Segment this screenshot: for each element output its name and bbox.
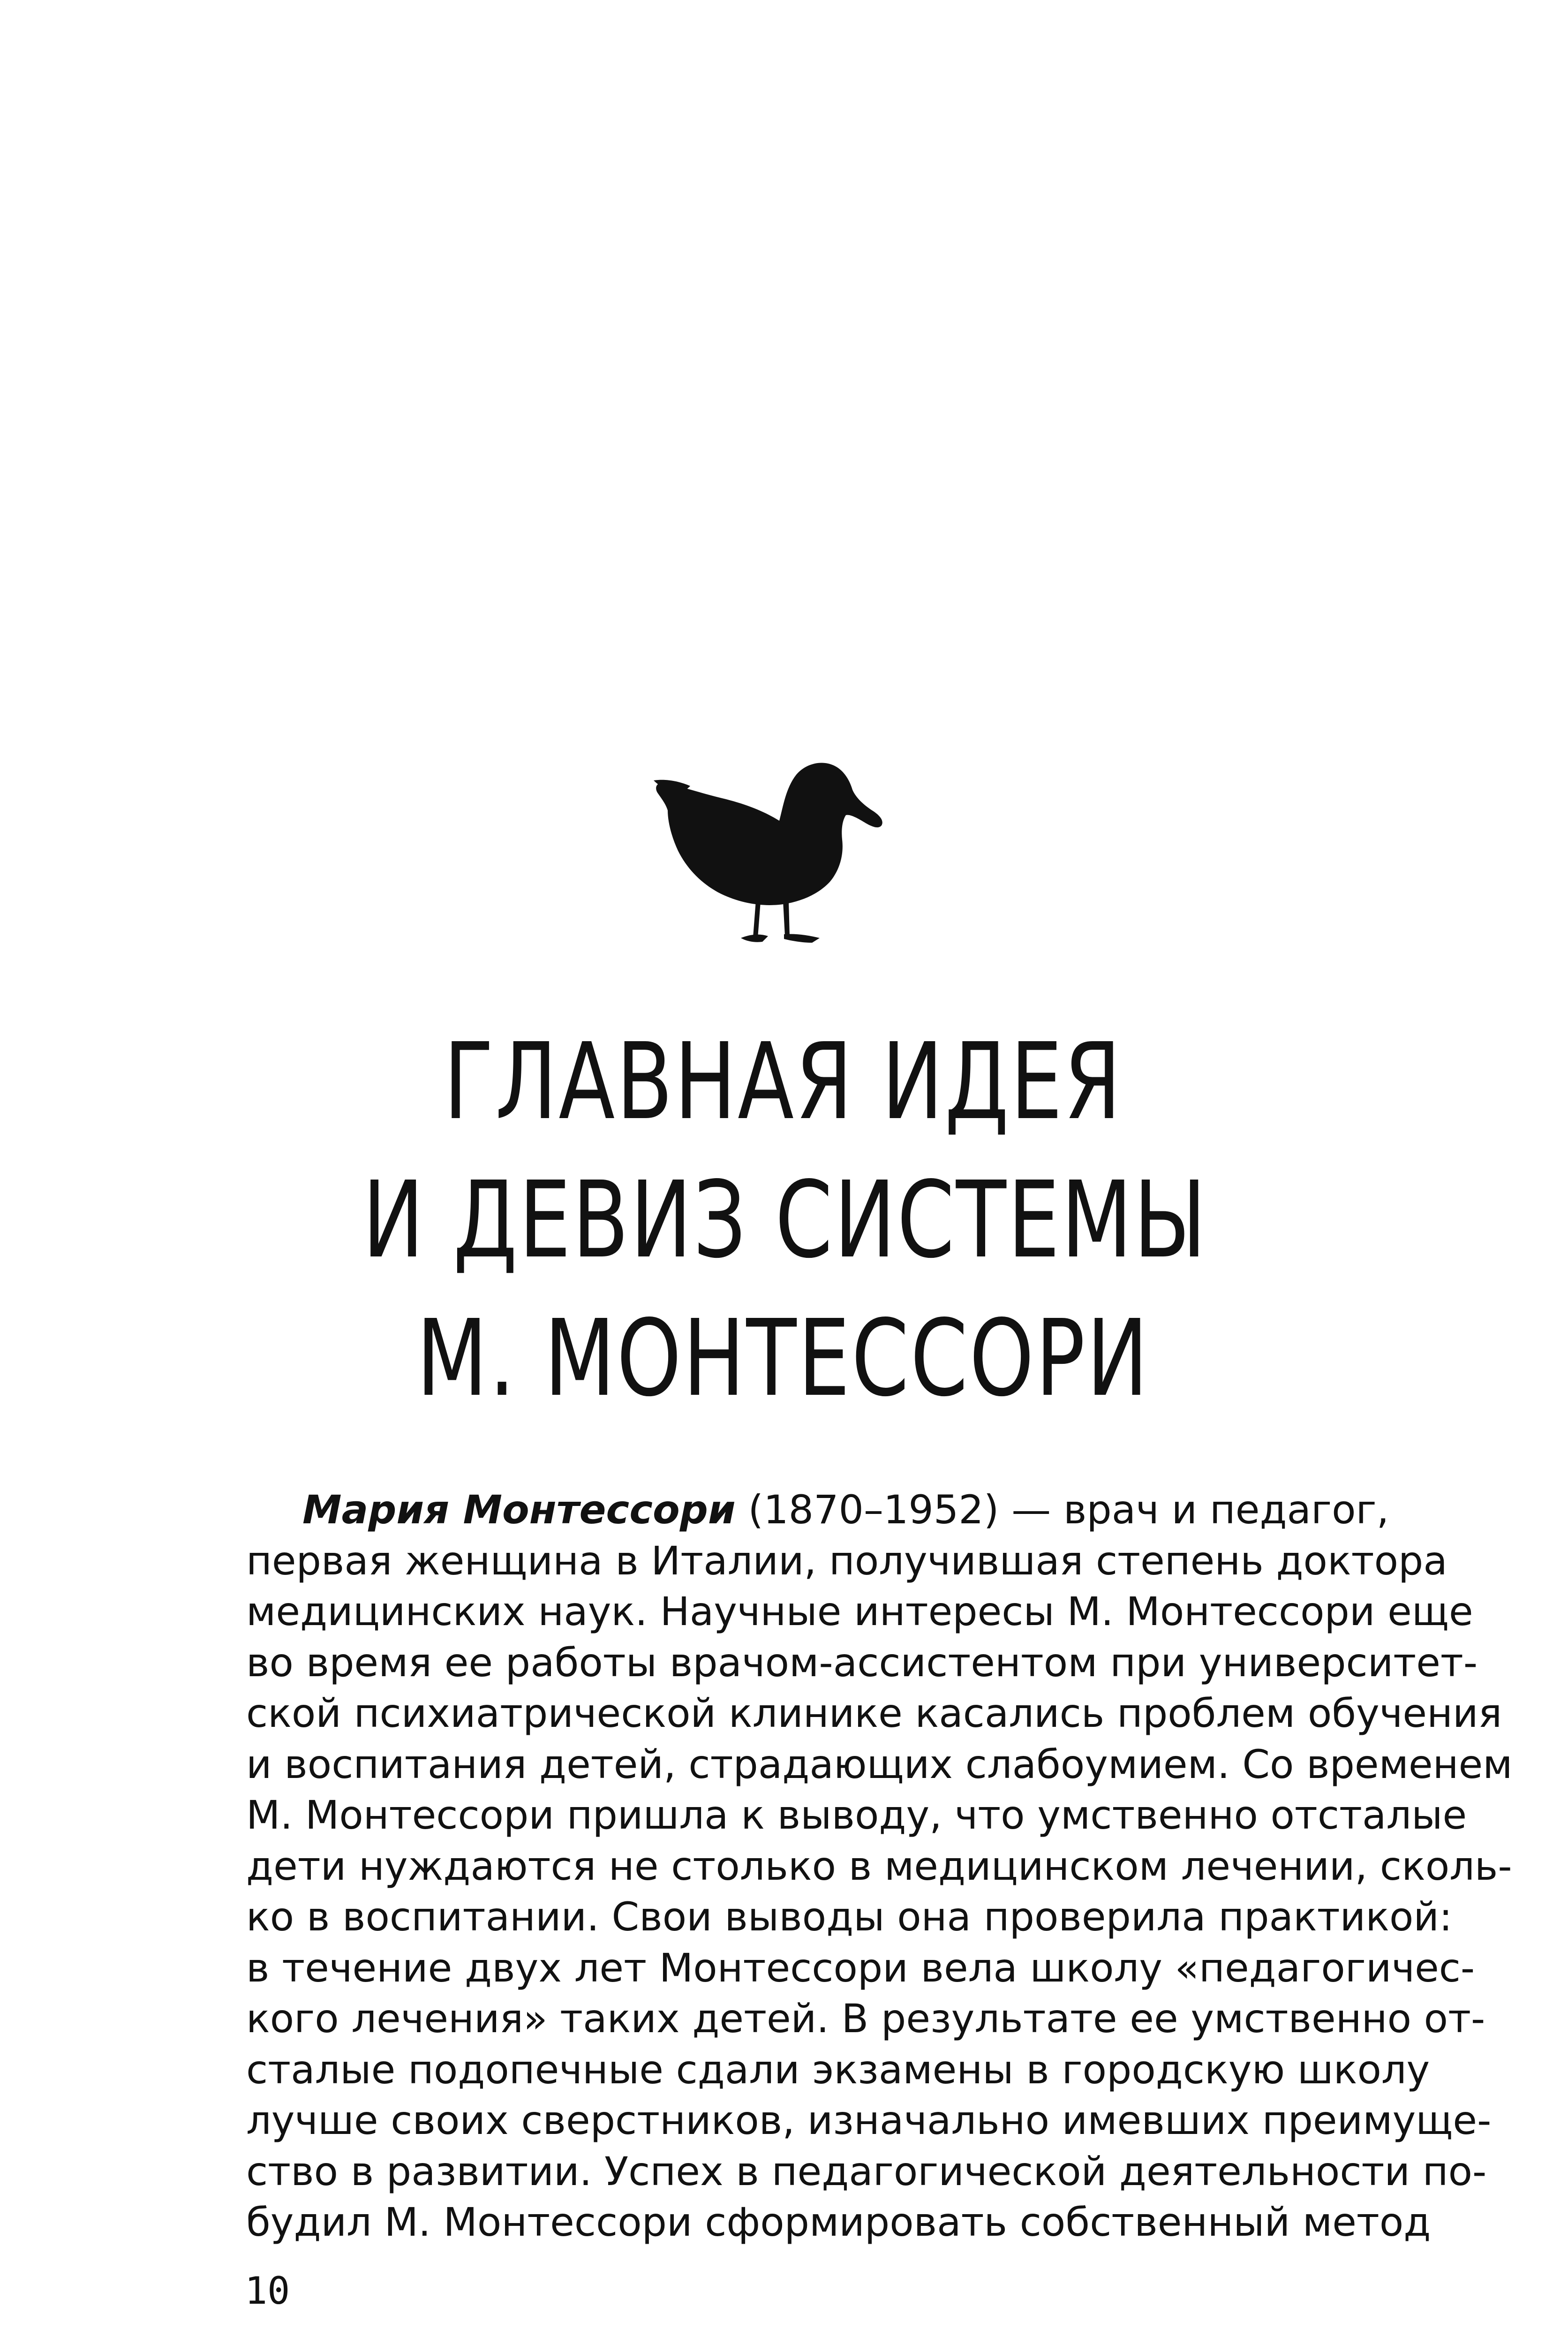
text-line: в течение двух лет Монтессори вела школу «педагогичес-	[246, 1944, 1475, 1991]
text-line: сталые подопечные сдали экзамены в городскую школу	[246, 2046, 1430, 2093]
duck-icon	[647, 755, 891, 957]
body-paragraph	[246, 1484, 1513, 2248]
author-name: Мария Монтессори	[302, 1487, 736, 1533]
text-line: дети нуждаются не столько в медицинском лечении, сколь-	[246, 1843, 1512, 1889]
chapter-title	[362, 1013, 1208, 1428]
text-line: лучше своих сверстников, изначально имевших преимуще-	[246, 2097, 1492, 2143]
text-line: во время ее работы врачом-ассистентом при университет-	[246, 1639, 1478, 1686]
text-line-rest: (1870–1952) — врач и педагог,	[748, 1487, 1389, 1533]
text-line	[246, 1484, 1389, 1536]
text-line: ко в воспитании. Свои выводы она проверила практикой:	[246, 1894, 1453, 1940]
chapter-title-line: ГЛАВНАЯ ИДЕЯ	[444, 1021, 1123, 1143]
text-line: ство в развитии. Успех в педагогической деятельности по-	[246, 2148, 1487, 2194]
duck-silhouette	[647, 755, 891, 957]
text-line: будил М. Монтессори сформировать собственный метод	[246, 2199, 1431, 2245]
text-line: ской психиатрической клинике касались проблем обучения	[246, 1690, 1502, 1736]
page-number: 10	[245, 2269, 290, 2313]
text-line: кого лечения» таких детей. В результате ее умственно от-	[246, 1996, 1485, 2042]
text-line: и воспитания детей, страдающих слабоумием. Со временем	[246, 1741, 1513, 1787]
chapter-title-line: М. МОНТЕССОРИ	[416, 1297, 1150, 1420]
text-line: первая женщина в Италии, получившая степень доктора	[246, 1537, 1447, 1584]
text-line: М. Монтессори пришла к выводу, что умственно отсталые	[246, 1792, 1467, 1838]
text-line: медицинских наук. Научные интересы М. Монтессори еще	[246, 1589, 1473, 1634]
chapter-title-line: И ДЕВИЗ СИСТЕМЫ	[362, 1159, 1208, 1282]
